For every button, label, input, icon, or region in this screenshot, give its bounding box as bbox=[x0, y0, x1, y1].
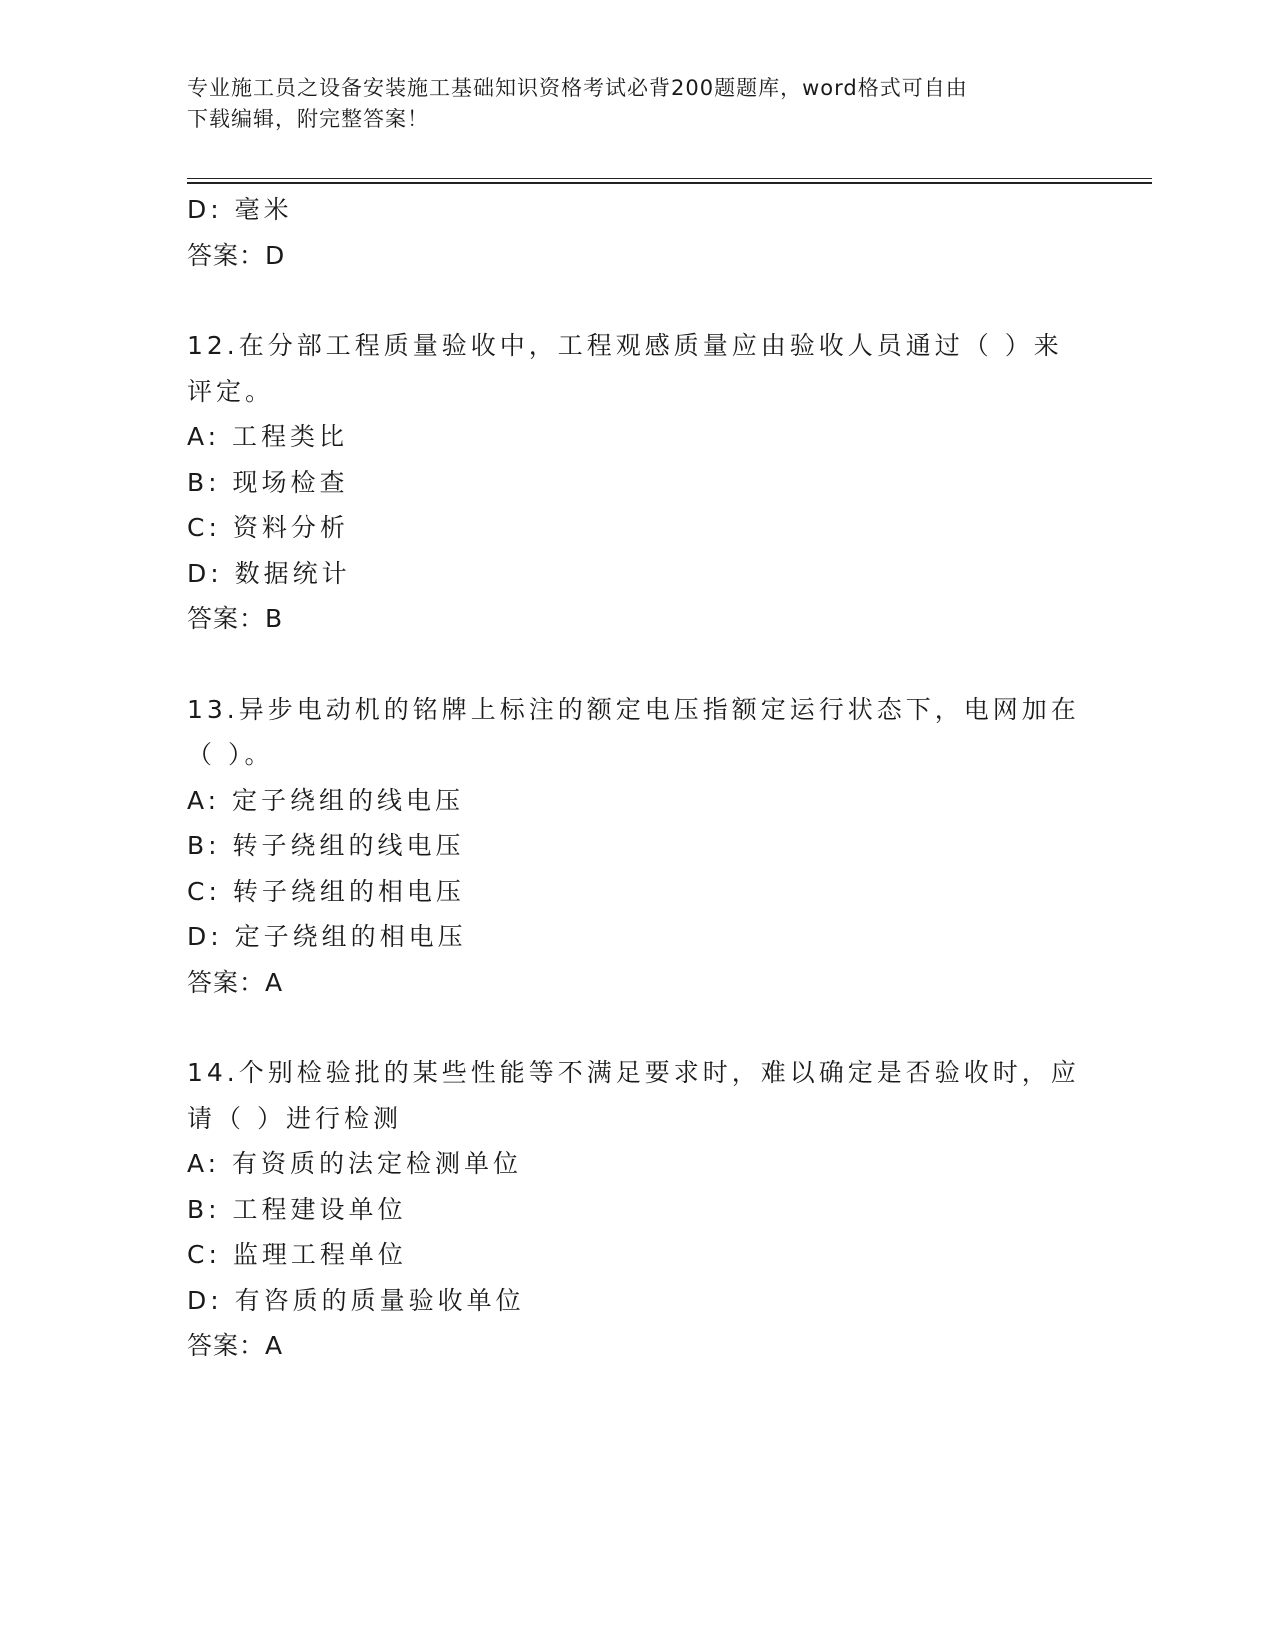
prev-answer: 答案：D bbox=[187, 240, 286, 270]
option-a: A: 工程类比 bbox=[187, 422, 349, 451]
answer: 答案：B bbox=[187, 604, 284, 633]
answer: 答案：A bbox=[187, 1331, 284, 1360]
prev-option-d: D: 毫米 bbox=[187, 195, 293, 224]
header-line-2: 下载编辑，附完整答案！ bbox=[187, 107, 429, 131]
document-header bbox=[187, 73, 1067, 135]
option-c: C: 转子绕组的相电压 bbox=[187, 876, 465, 906]
option-c: C: 资料分析 bbox=[187, 513, 349, 542]
option-d: D: 有咨质的质量验收单位 bbox=[187, 1285, 525, 1315]
question-13 bbox=[187, 687, 1107, 1006]
question-stem-line-1: 13.异步电动机的铭牌上标注的额定电压指额定运行状态下，电网加在 bbox=[187, 694, 1080, 724]
option-d: D: 定子绕组的相电压 bbox=[187, 922, 467, 951]
option-c: C: 监理工程单位 bbox=[187, 1240, 407, 1269]
option-b: B: 转子绕组的线电压 bbox=[187, 831, 465, 860]
question-stem-line-2: 请（ ）进行检测 bbox=[187, 1103, 402, 1133]
header-divider-thin bbox=[187, 178, 1152, 179]
option-a: A: 定子绕组的线电压 bbox=[187, 785, 465, 815]
question-stem-line-2: （ ）。 bbox=[187, 740, 274, 769]
question-14 bbox=[187, 1050, 1107, 1369]
answer: 答案：A bbox=[187, 967, 284, 997]
question-stem-line-2: 评定。 bbox=[187, 376, 275, 406]
question-12 bbox=[187, 323, 1107, 642]
option-a: A: 有资质的法定检测单位 bbox=[187, 1149, 523, 1178]
option-b: B: 现场检查 bbox=[187, 467, 349, 497]
option-b: B: 工程建设单位 bbox=[187, 1194, 407, 1224]
question-list bbox=[187, 187, 1107, 1369]
option-d: D: 数据统计 bbox=[187, 558, 351, 588]
header-divider-thick bbox=[187, 182, 1152, 184]
question-stem-line-1: 14.个别检验批的某些性能等不满足要求时，难以确定是否验收时，应 bbox=[187, 1058, 1080, 1087]
header-line-1: 专业施工员之设备安装施工基础知识资格考试必背200题题库，word格式可自由 bbox=[187, 76, 968, 100]
question-stem-line-1: 12.在分部工程质量验收中，工程观感质量应由验收人员通过（ ）来 bbox=[187, 331, 1063, 360]
